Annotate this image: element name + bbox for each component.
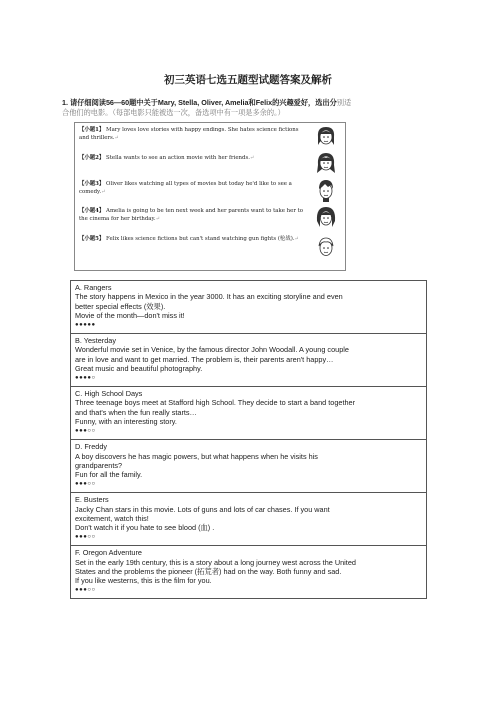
movie-line: better special effects (效果). — [75, 301, 166, 311]
movie-title: E. Busters — [75, 495, 109, 505]
movie-option — [71, 493, 426, 546]
movie-line: Great music and beautiful photography. — [75, 364, 203, 374]
question-number: 1. — [62, 98, 68, 107]
prompt-text: Oliver likes watching all types of movies but today he'd like to see a comedy. — [79, 181, 292, 195]
movie-line: States and the problems the pioneer (拓荒者) had on the way. Both funny and sad. — [75, 566, 342, 576]
return-mark-icon: ↵ — [155, 216, 161, 222]
page-title: 初三英语七选五题型试题答案及解析 — [164, 74, 332, 86]
rating-dots: ●●●●○ — [75, 374, 96, 381]
movie-title: A. Rangers — [75, 283, 112, 292]
movie-line: Don't watch it if you hate to see blood (血) . — [75, 523, 215, 533]
prompt-tag: 【小题4】 — [79, 208, 105, 214]
return-mark-icon: ↵ — [249, 155, 255, 161]
movie-title: B. Yesterday — [75, 336, 116, 346]
movie-line: Set in the early 19th century, this is a story about a long journey west across the United — [75, 557, 356, 567]
movie-line: If you like westerns, this is the film for you. — [75, 576, 212, 586]
question-note: 合他们的电影。（每部电影只能被选一次，备选项中有一项是多余的。） — [62, 108, 285, 117]
question-instruction — [62, 98, 434, 118]
rating-dots: ●●●○○ — [75, 480, 96, 487]
movie-line: are in love and want to get married. The problem is, their parents aren't happy… — [75, 354, 334, 364]
movie-title: F. Oregon Adventure — [75, 548, 142, 558]
movie-line: grandparents? — [75, 460, 123, 470]
prompt-box — [74, 122, 346, 271]
prompt-row — [75, 126, 345, 142]
movie-options-table — [70, 280, 427, 599]
prompt-row — [75, 235, 345, 243]
movie-line: excitement, watch this! — [75, 513, 149, 523]
prompt-tag: 【小题3】 — [79, 181, 105, 187]
prompt-text: Mary loves love stories with happy endings. She hates science fictions and thrillers. — [79, 127, 299, 141]
prompt-tag: 【小题2】 — [79, 155, 105, 161]
return-mark-icon: ↵ — [294, 236, 300, 242]
prompt-tag: 【小题5】 — [79, 236, 105, 242]
movie-line: Fun for all the family. — [75, 470, 143, 480]
girl-face-icon — [315, 125, 337, 149]
movie-option — [71, 440, 426, 493]
prompt-text: Stella wants to see an action movie with her friends. — [106, 155, 250, 161]
movie-line: Three teenage boys meet at Stafford high School. They decide to start a band together — [75, 398, 356, 408]
movie-option — [71, 546, 426, 598]
prompt-row — [75, 180, 345, 196]
prompt-text: Felix likes science fictions but can't stand watching gun fights (枪战). — [106, 236, 295, 242]
boy-face-icon — [315, 178, 337, 202]
rating-dots: ●●●○○ — [75, 427, 96, 434]
movie-option — [71, 334, 426, 387]
prompt-tag: 【小题1】 — [79, 127, 105, 133]
prompt-row — [75, 207, 345, 223]
rating-dots: ●●●●● — [75, 321, 96, 328]
prompt-row — [75, 154, 345, 162]
question-lead-tail: 别适 — [336, 98, 352, 107]
movie-line: Funny, with an interesting story. — [75, 417, 177, 427]
girl-face-icon — [315, 151, 337, 175]
movie-line: Wonderful movie set in Venice, by the famous director John Woodall. A young couple — [75, 345, 349, 355]
return-mark-icon: ↵ — [114, 135, 120, 141]
boy-face-icon — [315, 235, 337, 259]
rating-dots: ●●●○○ — [75, 586, 96, 593]
girl-face-icon — [315, 205, 337, 229]
movie-title: D. Freddy — [75, 442, 108, 452]
rating-dots: ●●●○○ — [75, 533, 96, 540]
question-lead: 请仔细阅读56—60题中关于Mary, Stella, Oliver, Amelia和Felix的兴趣爱好，选出分 — [70, 98, 337, 107]
return-mark-icon: ↵ — [101, 189, 106, 195]
prompt-text: Amelia is going to be ten next week and her parents want to take her to the cinema for her birthday. — [79, 208, 304, 222]
movie-option — [71, 387, 426, 440]
movie-option — [71, 281, 426, 334]
movie-line: A boy discovers he has magic powers, but what happens when he visits his — [75, 451, 318, 461]
movie-line: The story happens in Mexico in the year 3000. It has an exciting storyline and even — [75, 292, 343, 302]
movie-line: and that's when the fun really starts… — [75, 407, 197, 417]
movie-title: C. High School Days — [75, 389, 143, 399]
movie-line: Jacky Chan stars in this movie. Lots of guns and lots of car chases. If you want — [75, 504, 330, 514]
movie-line: Movie of the month—don't miss it! — [75, 311, 185, 321]
